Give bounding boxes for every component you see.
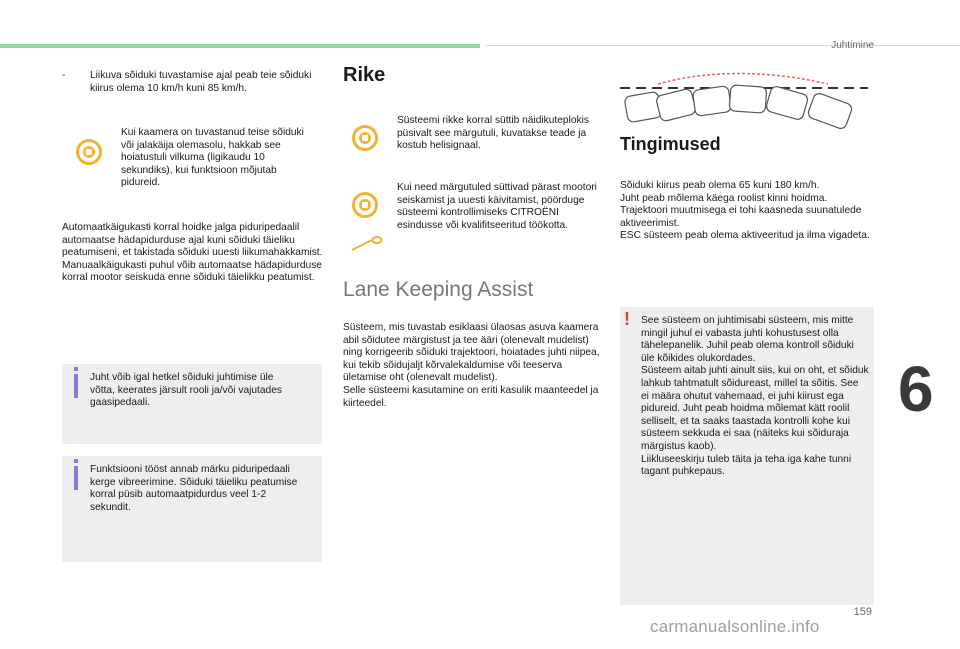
rike-text-2: Kui need märgutuled süttivad pärast mootori seiskamist ja uuesti käivitamist, pöörduge süsteemi kontrollimiseks CITROËNI esindusse või kvalifitseeritud töökotta.	[397, 182, 597, 231]
rike-heading: Rike	[343, 64, 386, 86]
lka-description: Süsteem, mis tuvastab esiklaasi ülaosas asuva kaamera abil sõidutee märgistust ja tee ääri (olenevalt mudelist) ning korrigeerib sõiduki trajektoori, hoiatades juhti niipea, kui tekib sõidujaljt kõrvalekaldumise või teeserva ületamise oht (olenevalt mudelist). Selle süsteemi kasutamine on eriti kasulik maanteedel ja kiirteedel.	[343, 322, 600, 409]
watermark: carmanualsonline.info	[650, 617, 820, 636]
lane-keeping-illustration	[618, 70, 870, 132]
info-box-vibration	[62, 456, 322, 562]
info-box-takeover	[62, 364, 322, 444]
brake-warning-icon	[352, 192, 378, 218]
brake-warning-icon	[352, 125, 378, 151]
dash-marker: -	[62, 70, 66, 81]
info-box-takeover-text: Juht võib igal hetkel sõiduki juhtimise üle võtta, keerates järsult rooli ja/või vajutades gaasipedaali.	[90, 372, 282, 409]
info-icon	[74, 374, 78, 398]
page-number: 159	[853, 606, 872, 618]
tingimused-heading: Tingimused	[620, 134, 721, 154]
header-divider	[486, 45, 960, 46]
automatic-gearbox-text: Automaatkäigukasti korral hoidke jalga piduripedaalil automaatse hädapidurduse ajal kuni sõiduki täieliku peatumiseni, et takistada sõiduki uuesti liikumahakkamist. Manuaalkäigukasti puhul võib automaatse hädapidurduse korral mootor seiskuda enne sõiduki täielikku peatumist.	[62, 222, 323, 284]
conditions-text: Sõiduki kiirus peab olema 65 kuni 180 km/h. Juht peab mõlema käega roolist kinni hoidma. Trajektoori muutmisega ei tohi kaasneda suunatulede aktiveerimist. ESC süsteem peab olema aktiveeritud ja ilma vigadeta.	[620, 180, 870, 242]
dash-list-item	[62, 70, 320, 95]
brake-warning-icon	[76, 139, 102, 165]
rike-text-1: Süsteemi rikke korral süttib näidikuteplokis püsivalt see märgutuli, kuvatakse teade ja kostub helisignaal.	[397, 115, 589, 152]
section-title: Juhtimine	[831, 40, 874, 51]
info-icon	[74, 466, 78, 490]
chapter-number: 6	[898, 353, 934, 425]
dash-item-text: Liikuva sõiduki tuvastamise ajal peab teie sõiduki kiirus olema 10 km/h kuni 85 km/h.	[90, 70, 312, 94]
header-accent-bar	[0, 44, 480, 48]
lka-heading: Lane Keeping Assist	[343, 278, 534, 301]
warning-text: See süsteem on juhtimisabi süsteem, mis mitte mingil juhul ei vabasta juhti kohustusest olla tähelepanelik. Juhil peab olema kontroll sõiduki üle kõikides olukordades. Süsteem aitab juhti ainult siis, kui on oht, et sõiduk lahkub tahtmatult sõidureast, millel ta sõitis. See ei määra ohutut vahemaad, ei juhi kiirust ega pidureid. Juht peab hoidma mõlemat kätt roolil selliselt, et ta saaks taastada kontrolli kohe kui süsteem sekkuda ei saa (näiteks kui sõiduraja märgistus kaob). Liikluseeskirju tuleb täita ja teha iga kahe tunni tagant puhkepaus.	[641, 315, 869, 478]
camera-detection-text: Kui kaamera on tuvastanud teise sõiduki või jalakäija olemasolu, hakkab see hoiatustuli vilkuma (ligikaudu 10 sekundiks), kui funktsioon mõjutab pidureid.	[121, 127, 304, 189]
wrench-icon	[350, 234, 384, 254]
info-box-vibration-text: Funktsiooni tööst annab märku piduripedaali kerge vibreerimine. Sõiduki täieliku peatumise korral püsib automaatpidurdus veel 1-2 sekundit.	[90, 464, 298, 513]
warning-icon: !	[624, 309, 630, 329]
